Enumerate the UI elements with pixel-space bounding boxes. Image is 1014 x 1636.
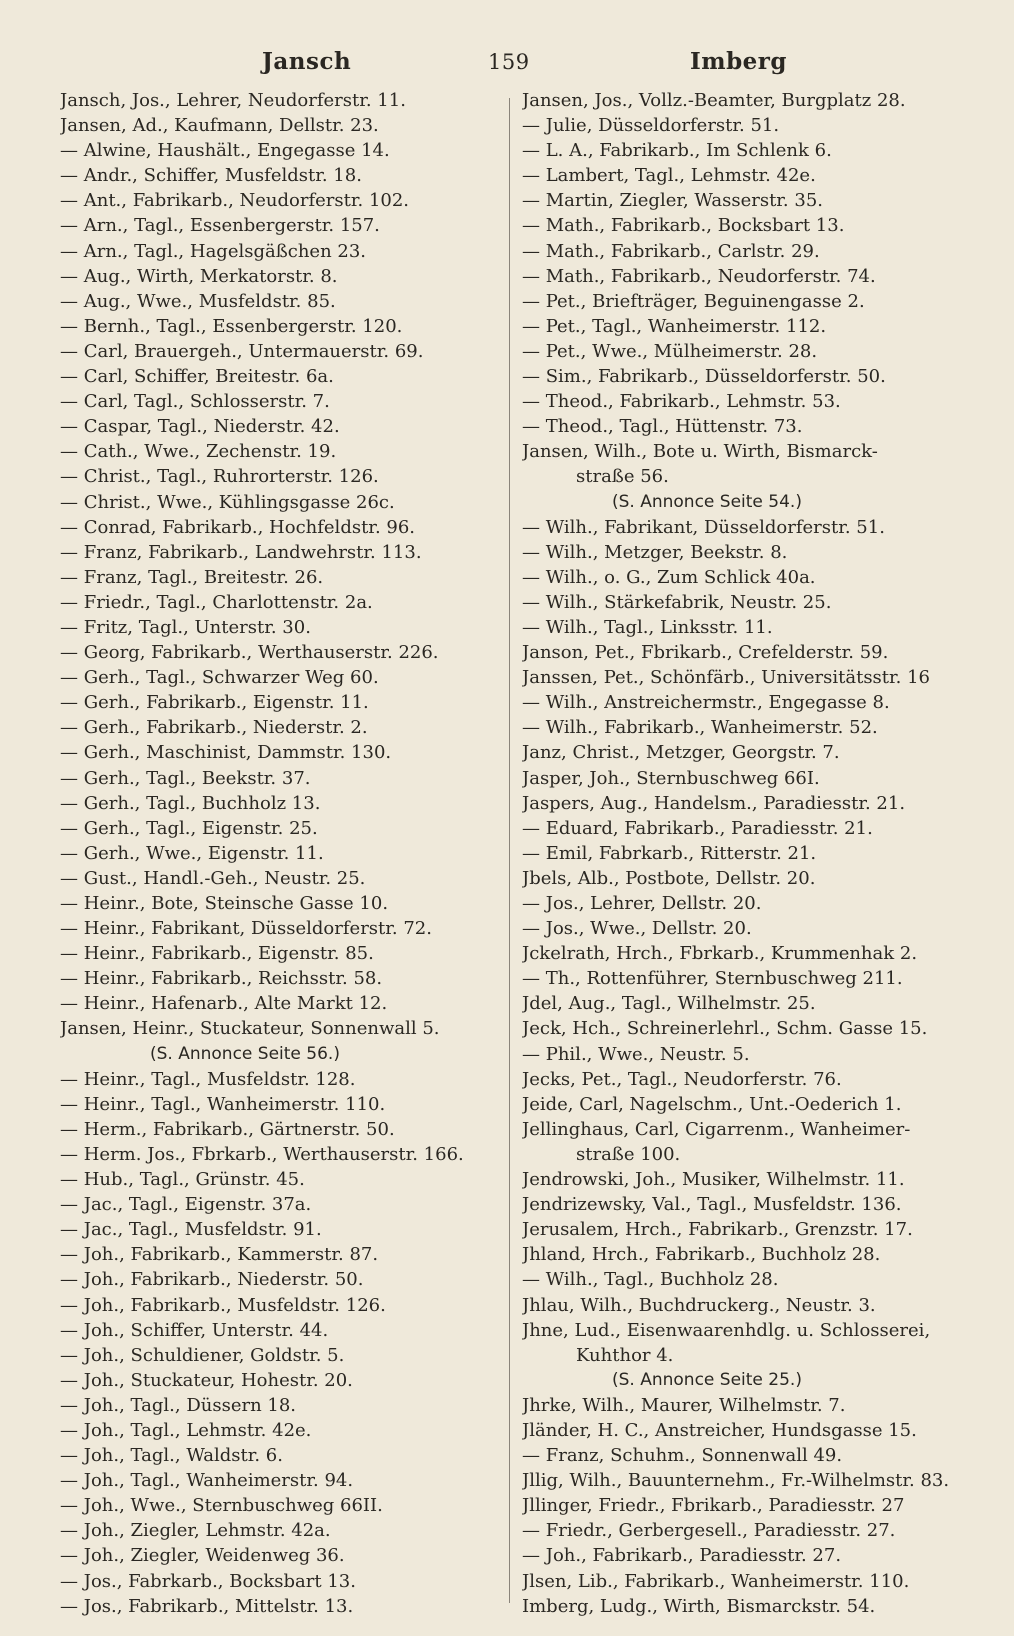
directory-entry: — Gerh., Tagl., Beekstr. 37. bbox=[60, 769, 311, 789]
directory-entry: — Jos., Fabrkarb., Bocksbart 13. bbox=[60, 1572, 356, 1592]
directory-entry: — Fritz, Tagl., Unterstr. 30. bbox=[60, 618, 311, 638]
directory-entry: — Bernh., Tagl., Essenbergerstr. 120. bbox=[60, 317, 403, 337]
directory-entry: — Theod., Tagl., Hüttenstr. 73. bbox=[522, 418, 803, 438]
directory-entry: — Gerh., Fabrikarb., Niederstr. 2. bbox=[60, 719, 368, 739]
directory-entry: — Gerh., Wwe., Eigenstr. 11. bbox=[60, 844, 324, 864]
directory-entry: — Joh., Stuckateur, Hohestr. 20. bbox=[60, 1371, 353, 1391]
directory-entry: Jansch, Jos., Lehrer, Neudorferstr. 11. bbox=[60, 92, 406, 111]
directory-entry: — Heinr., Fabrikarb., Reichsstr. 58. bbox=[60, 970, 383, 990]
directory-entry: — Sim., Fabrikarb., Düsseldorferstr. 50. bbox=[522, 368, 886, 388]
directory-entry: — Jac., Tagl., Eigenstr. 37a. bbox=[60, 1196, 312, 1216]
directory-entry: — Joh., Fabrikarb., Paradiesstr. 27. bbox=[522, 1547, 842, 1567]
directory-entry: Jecks, Pet., Tagl., Neudorferstr. 76. bbox=[522, 1070, 842, 1090]
directory-entry: — Wilh., Tagl., Linksstr. 11. bbox=[522, 618, 773, 638]
directory-entry: Jllinger, Friedr., Fbrikarb., Paradiesstr. 27 bbox=[522, 1497, 905, 1517]
directory-entry: — Joh., Tagl., Lehmstr. 42e. bbox=[60, 1421, 312, 1441]
directory-entry: — Friedr., Tagl., Charlottenstr. 2a. bbox=[60, 593, 373, 613]
directory-entry: — Th., Rottenführer, Sternbuschweg 211. bbox=[522, 970, 903, 990]
directory-entry: — Conrad, Fabrikarb., Hochfeldstr. 96. bbox=[60, 518, 416, 538]
directory-entry: Jhne, Lud., Eisenwaarenhdlg. u. Schlosserei, bbox=[522, 1321, 931, 1341]
right-column bbox=[522, 92, 962, 1617]
directory-entry: — Eduard, Fabrikarb., Paradiesstr. 21. bbox=[522, 819, 873, 839]
directory-entry: Jansen, Ad., Kaufmann, Dellstr. 23. bbox=[60, 117, 379, 137]
directory-entry: Jhrke, Wilh., Maurer, Wilhelmstr. 7. bbox=[522, 1396, 846, 1416]
directory-entry: Jansen, Wilh., Bote u. Wirth, Bismarck- bbox=[522, 443, 878, 463]
directory-entry: — Joh., Ziegler, Lehmstr. 42a. bbox=[60, 1522, 331, 1542]
running-head-left: Jansch bbox=[262, 48, 352, 75]
column-divider bbox=[509, 98, 510, 1603]
directory-entry: — Joh., Tagl., Düssern 18. bbox=[60, 1396, 297, 1416]
directory-entry: — Wilh., Fabrikant, Düsseldorferstr. 51. bbox=[522, 518, 885, 538]
directory-entry: — Joh., Fabrikarb., Musfeldstr. 126. bbox=[60, 1296, 386, 1316]
directory-entry: — Lambert, Tagl., Lehmstr. 42e. bbox=[522, 167, 816, 187]
directory-entry: — Cath., Wwe., Zechenstr. 19. bbox=[60, 443, 337, 463]
entry-continuation: Kuhthor 4. bbox=[576, 1346, 674, 1366]
directory-entry: — Math., Fabrikarb., Carlstr. 29. bbox=[522, 242, 820, 262]
directory-entry: — Gerh., Tagl., Eigenstr. 25. bbox=[60, 819, 318, 839]
directory-entry: — Joh., Schiffer, Unterstr. 44. bbox=[60, 1321, 329, 1341]
directory-entry: Jdel, Aug., Tagl., Wilhelmstr. 25. bbox=[522, 995, 816, 1015]
directory-entry: — Gerh., Fabrikarb., Eigenstr. 11. bbox=[60, 694, 369, 714]
annonce-note: (S. Annonce Seite 56.) bbox=[150, 1045, 340, 1064]
directory-entry: — Gerh., Tagl., Schwarzer Weg 60. bbox=[60, 669, 379, 689]
directory-entry: — Ant., Fabrikarb., Neudorferstr. 102. bbox=[60, 192, 410, 212]
directory-entry: — Emil, Fabrkarb., Ritterstr. 21. bbox=[522, 844, 817, 864]
directory-entry: — Heinr., Tagl., Wanheimerstr. 110. bbox=[60, 1095, 386, 1115]
directory-entry: — L. A., Fabrikarb., Im Schlenk 6. bbox=[522, 142, 832, 162]
directory-entry: Jlsen, Lib., Fabrikarb., Wanheimerstr. 110. bbox=[522, 1572, 910, 1592]
directory-entry: Jllig, Wilh., Bauunternehm., Fr.-Wilhelmstr. 83. bbox=[522, 1472, 950, 1492]
directory-entry: — Hub., Tagl., Grünstr. 45. bbox=[60, 1171, 305, 1191]
directory-entry: — Heinr., Hafenarb., Alte Markt 12. bbox=[60, 995, 388, 1015]
directory-entry: — Joh., Ziegler, Weidenweg 36. bbox=[60, 1547, 345, 1567]
directory-entry: Jansen, Heinr., Stuckateur, Sonnenwall 5. bbox=[60, 1020, 440, 1040]
directory-entry: Janson, Pet., Fbrikarb., Crefelderstr. 59. bbox=[522, 644, 889, 664]
directory-entry: — Caspar, Tagl., Niederstr. 42. bbox=[60, 418, 340, 438]
annonce-note: (S. Annonce Seite 25.) bbox=[612, 1371, 802, 1390]
directory-entry: — Franz, Schuhm., Sonnenwall 49. bbox=[522, 1447, 843, 1467]
directory-entry: — Franz, Fabrikarb., Landwehrstr. 113. bbox=[60, 543, 422, 563]
directory-entry: — Gerh., Tagl., Buchholz 13. bbox=[60, 794, 321, 814]
running-head-right: Imberg bbox=[690, 48, 788, 75]
directory-entry: Jerusalem, Hrch., Fabrikarb., Grenzstr. 17. bbox=[522, 1221, 913, 1241]
directory-entry: — Joh., Tagl., Waldstr. 6. bbox=[60, 1447, 283, 1467]
directory-entry: Jansen, Jos., Vollz.-Beamter, Burgplatz 28. bbox=[522, 92, 906, 111]
directory-entry: — Heinr., Fabrikant, Düsseldorferstr. 72. bbox=[60, 920, 432, 940]
directory-entry: — Heinr., Fabrikarb., Eigenstr. 85. bbox=[60, 945, 374, 965]
directory-entry: — Jos., Lehrer, Dellstr. 20. bbox=[522, 895, 762, 914]
directory-entry: — Pet., Tagl., Wanheimerstr. 112. bbox=[522, 317, 827, 337]
entry-continuation: straße 56. bbox=[576, 468, 669, 488]
directory-entry: — Pet., Briefträger, Beguinengasse 2. bbox=[522, 292, 865, 312]
directory-entry: — Martin, Ziegler, Wasserstr. 35. bbox=[522, 192, 823, 212]
directory-entry: — Christ., Wwe., Kühlingsgasse 26c. bbox=[60, 493, 395, 513]
directory-entry: Jellinghaus, Carl, Cigarrenm., Wanheimer- bbox=[522, 1120, 911, 1140]
entry-continuation: straße 100. bbox=[576, 1145, 681, 1165]
directory-entry: — Carl, Brauergeh., Untermauerstr. 69. bbox=[60, 342, 424, 362]
directory-entry: — Joh., Fabrikarb., Kammerstr. 87. bbox=[60, 1246, 379, 1266]
directory-entry: Jaspers, Aug., Handelsm., Paradiesstr. 21. bbox=[522, 794, 906, 814]
directory-entry: — Franz, Tagl., Breitestr. 26. bbox=[60, 568, 324, 588]
directory-entry: — Friedr., Gerbergesell., Paradiesstr. 27. bbox=[522, 1522, 896, 1542]
directory-entry: Janssen, Pet., Schönfärb., Universitätsstr. 16 bbox=[522, 669, 930, 689]
directory-entry: — Wilh., o. G., Zum Schlick 40a. bbox=[522, 568, 816, 588]
directory-entry: — Heinr., Bote, Steinsche Gasse 10. bbox=[60, 895, 389, 914]
directory-entry: — Wilh., Fabrikarb., Wanheimerstr. 52. bbox=[522, 719, 878, 739]
directory-entry: — Christ., Tagl., Ruhrorterstr. 126. bbox=[60, 468, 379, 488]
directory-entry: — Joh., Tagl., Wanheimerstr. 94. bbox=[60, 1472, 354, 1492]
directory-entry: Janz, Christ., Metzger, Georgstr. 7. bbox=[522, 744, 840, 764]
directory-entry: — Heinr., Tagl., Musfeldstr. 128. bbox=[60, 1070, 356, 1090]
page-number: 159 bbox=[488, 50, 530, 74]
directory-entry: — Wilh., Metzger, Beekstr. 8. bbox=[522, 543, 788, 563]
directory-entry: Jasper, Joh., Sternbuschweg 66I. bbox=[522, 769, 820, 789]
directory-entry: — Gerh., Maschinist, Dammstr. 130. bbox=[60, 744, 392, 764]
directory-entry: Jendrowski, Joh., Musiker, Wilhelmstr. 11. bbox=[522, 1171, 905, 1191]
directory-entry: — Wilh., Stärkefabrik, Neustr. 25. bbox=[522, 593, 832, 613]
directory-entry: Jeide, Carl, Nagelschm., Unt.-Oederich 1. bbox=[522, 1095, 902, 1115]
directory-entry: — Andr., Schiffer, Musfeldstr. 18. bbox=[60, 167, 362, 187]
directory-entry: Jendrizewsky, Val., Tagl., Musfeldstr. 136. bbox=[522, 1196, 902, 1216]
annonce-note: (S. Annonce Seite 54.) bbox=[612, 493, 802, 512]
directory-entry: — Wilh., Tagl., Buchholz 28. bbox=[522, 1271, 779, 1291]
left-column bbox=[60, 92, 500, 1617]
directory-entry: Jckelrath, Hrch., Fbrkarb., Krummenhak 2. bbox=[522, 945, 918, 965]
directory-entry: — Jos., Fabrikarb., Mittelstr. 13. bbox=[60, 1597, 354, 1617]
directory-entry: — Alwine, Haushält., Engegasse 14. bbox=[60, 142, 390, 162]
directory-entry: Jländer, H. C., Anstreicher, Hundsgasse 15. bbox=[522, 1421, 917, 1441]
directory-entry: — Phil., Wwe., Neustr. 5. bbox=[522, 1045, 750, 1065]
directory-entry: Jbels, Alb., Postbote, Dellstr. 20. bbox=[522, 869, 816, 889]
directory-entry: Jhland, Hrch., Fabrikarb., Buchholz 28. bbox=[522, 1246, 881, 1266]
directory-entry: Imberg, Ludg., Wirth, Bismarckstr. 54. bbox=[522, 1597, 876, 1617]
directory-entry: — Jac., Tagl., Musfeldstr. 91. bbox=[60, 1221, 322, 1241]
directory-entry: — Arn., Tagl., Essenbergerstr. 157. bbox=[60, 217, 380, 237]
directory-entry: — Math., Fabrikarb., Bocksbart 13. bbox=[522, 217, 845, 237]
directory-entry: — Pet., Wwe., Mülheimerstr. 28. bbox=[522, 342, 818, 362]
directory-entry: — Joh., Wwe., Sternbuschweg 66II. bbox=[60, 1497, 383, 1517]
directory-entry: Jhlau, Wilh., Buchdruckerg., Neustr. 3. bbox=[522, 1296, 876, 1316]
directory-entry: — Carl, Tagl., Schlosserstr. 7. bbox=[60, 393, 330, 413]
directory-entry: — Joh., Schuldiener, Goldstr. 5. bbox=[60, 1346, 345, 1366]
directory-entry: — Math., Fabrikarb., Neudorferstr. 74. bbox=[522, 267, 876, 287]
directory-entry: — Gust., Handl.-Geh., Neustr. 25. bbox=[60, 869, 366, 889]
directory-entry: — Theod., Fabrikarb., Lehmstr. 53. bbox=[522, 393, 841, 413]
directory-entry: Jeck, Hch., Schreinerlehrl., Schm. Gasse 15. bbox=[522, 1020, 928, 1040]
directory-entry: — Aug., Wwe., Musfeldstr. 85. bbox=[60, 292, 336, 312]
directory-entry: — Herm., Fabrikarb., Gärtnerstr. 50. bbox=[60, 1120, 395, 1140]
directory-entry: — Arn., Tagl., Hagelsgäßchen 23. bbox=[60, 242, 367, 262]
directory-entry: — Julie, Düsseldorferstr. 51. bbox=[522, 117, 780, 137]
directory-entry: — Wilh., Anstreichermstr., Engegasse 8. bbox=[522, 694, 890, 714]
directory-entry: — Aug., Wirth, Merkatorstr. 8. bbox=[60, 267, 338, 287]
directory-entry: — Joh., Fabrikarb., Niederstr. 50. bbox=[60, 1271, 364, 1291]
directory-entry: — Jos., Wwe., Dellstr. 20. bbox=[522, 920, 752, 940]
directory-entry: — Carl, Schiffer, Breitestr. 6a. bbox=[60, 368, 334, 388]
directory-entry: — Georg, Fabrikarb., Werthauserstr. 226. bbox=[60, 644, 439, 664]
directory-entry: — Herm. Jos., Fbrkarb., Werthauserstr. 166. bbox=[60, 1145, 464, 1165]
